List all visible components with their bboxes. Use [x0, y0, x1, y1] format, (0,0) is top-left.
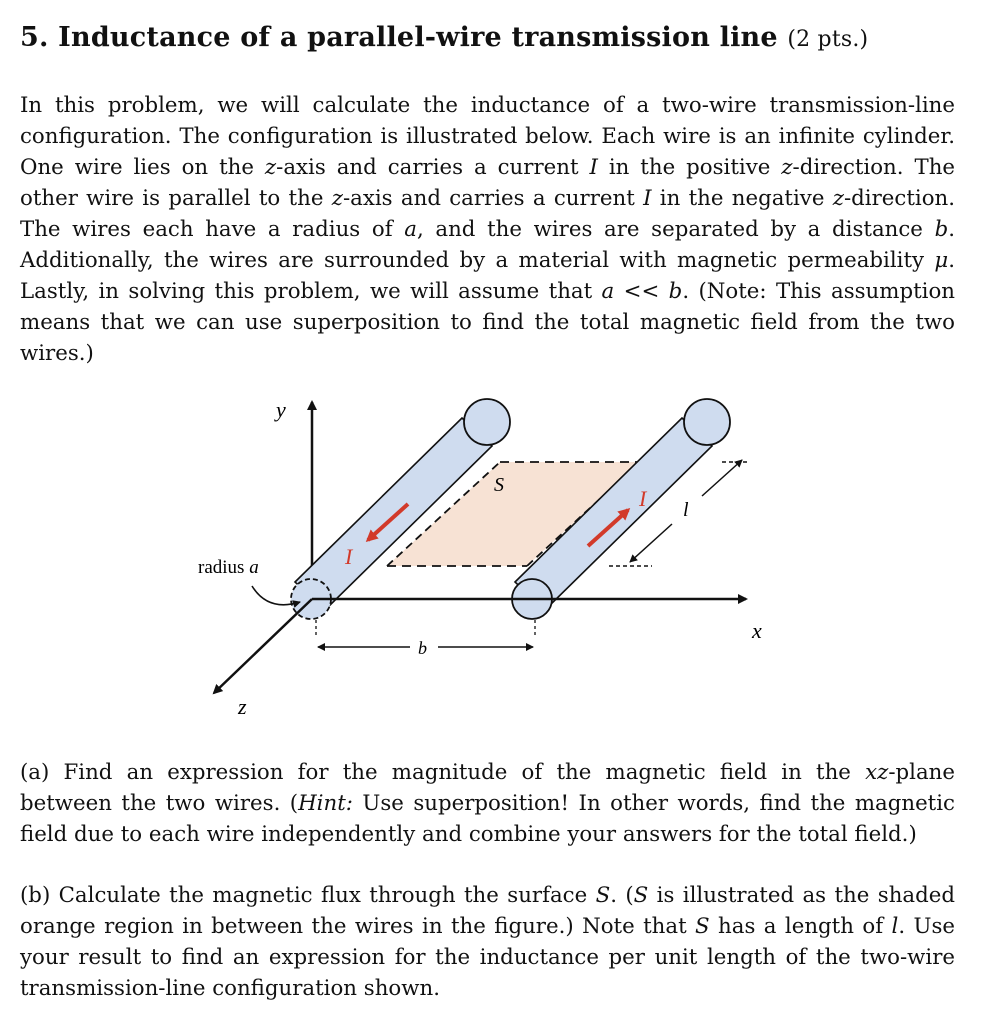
surface-s-label: S: [494, 474, 504, 496]
hint-label: Hint:: [298, 791, 353, 816]
separation-label: b: [418, 638, 427, 658]
x-axis-label: x: [752, 618, 762, 643]
part-b-text: . (: [610, 883, 634, 908]
intro-text: , and the wires are separated by a distance: [416, 217, 935, 242]
part-b-var: S: [695, 914, 710, 939]
part-a-paragraph: [20, 757, 955, 850]
intro-var: b: [934, 217, 949, 242]
intro-text: -direction. The other wire is parallel to the: [20, 155, 956, 211]
intro-var: a << b: [601, 279, 683, 304]
intro-text: -direction. The wires each have a radius of: [20, 186, 955, 242]
y-axis-label: y: [276, 397, 286, 422]
problem-title: [20, 22, 868, 53]
z-axis-label: z: [238, 694, 247, 719]
intro-text: -axis and carries a current: [276, 155, 590, 180]
radius-label: [198, 557, 259, 578]
part-b-paragraph: [20, 880, 955, 1004]
intro-text: -axis and carries a current: [342, 186, 644, 211]
radius-label-text: radius: [198, 557, 245, 578]
part-a-var: xz: [865, 760, 889, 785]
problem-title-text: 5. Inductance of a parallel-wire transmission line: [20, 22, 778, 53]
intro-var: I: [643, 186, 652, 211]
part-a-text: (a) Find an expression for the magnitude of the magnetic field in the: [20, 760, 866, 785]
radius-label-var: a: [249, 557, 259, 578]
left-current-label: I: [345, 544, 353, 569]
part-b-var: S: [633, 883, 649, 908]
z-axis: [214, 599, 312, 693]
part-a-text: Use superposition! In other words, find the magnetic field due to each wire independently and combine your answers for the total field.): [20, 791, 955, 847]
intro-var: a: [404, 217, 417, 242]
intro-text: . (Note: This assumption means that we can use superposition to find the total magnetic field from the two wires.): [20, 279, 955, 366]
intro-text: . Lastly, in solving this problem, we will assume that: [20, 248, 955, 304]
part-b-text: (b) Calculate the magnetic flux through the surface: [20, 883, 596, 908]
length-label: l: [683, 499, 689, 521]
intro-var: I: [589, 155, 598, 180]
intro-var: z: [832, 186, 844, 211]
intro-var: μ: [934, 248, 949, 273]
length-dimension-lower: [630, 524, 672, 562]
length-dimension-upper: [702, 460, 742, 496]
part-b-text: . Use your result to find an expression for the inductance per unit length of the two-wire transmission-line configuration shown.: [20, 914, 955, 1001]
intro-var: z: [781, 155, 793, 180]
intro-text: in the negative: [651, 186, 833, 211]
part-b-var: l: [891, 914, 899, 939]
intro-text: in the positive: [597, 155, 782, 180]
intro-text: In this problem, we will calculate the inductance of a two-wire transmission-line configuration. The configuration is illustrated below. Each wire is an infinite cylinder. One wire lies on the: [20, 93, 955, 180]
part-b-var: S: [595, 883, 611, 908]
part-b-text: is illustrated as the shaded orange region in between the wires in the figure.) Note that: [20, 883, 955, 939]
intro-var: z: [264, 155, 277, 180]
part-b-text: has a length of: [709, 914, 892, 939]
problem-points: (2 pts.): [787, 27, 869, 52]
intro-text: . Additionally, the wires are surrounded by a material with magnetic permeability: [20, 217, 955, 273]
left-wire-far-end: [464, 399, 510, 445]
right-current-label: I: [639, 486, 647, 511]
right-wire-far-end: [684, 399, 730, 445]
intro-var: z: [331, 186, 343, 211]
intro-paragraph: [20, 90, 955, 369]
part-a-text: -plane between the two wires. (: [20, 760, 955, 816]
transmission-line-figure: [190, 390, 770, 720]
